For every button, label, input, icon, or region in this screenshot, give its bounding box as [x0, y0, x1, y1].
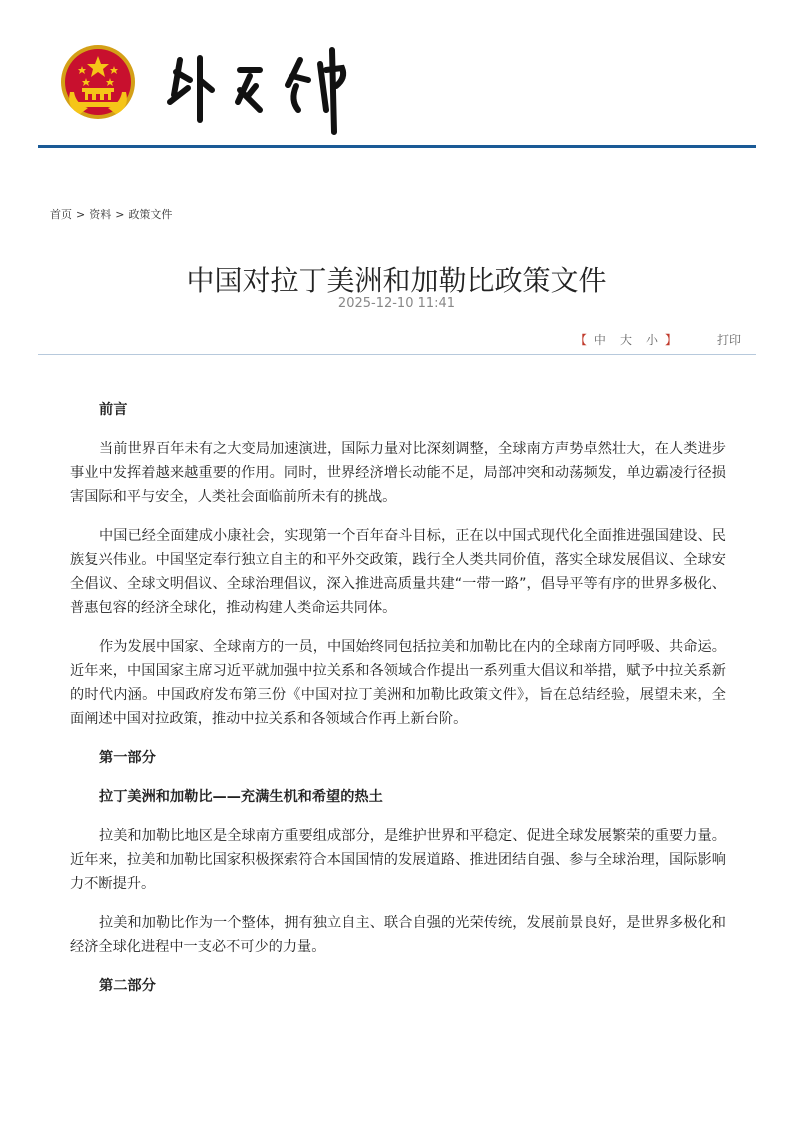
breadcrumb-separator: >	[115, 208, 125, 221]
breadcrumb-separator: >	[76, 208, 86, 221]
article-paragraph: 当前世界百年未有之大变局加速演进，国际力量对比深刻调整，全球南方声势卓然壮大，在人类进步事业中发挥着越来越重要的作用。同时，世界经济增长动能不足，局部冲突和动荡频发，单边霸凌行径损害国际和平与安全，人类社会面临前所未有的挑战。	[70, 441, 726, 505]
font-size-small-button[interactable]: 小	[645, 333, 658, 347]
article-paragraph: 中国已经全面建成小康社会，实现第一个百年奋斗目标，正在以中国式现代化全面推进强国建设、民族复兴伟业。中国坚定奉行独立自主的和平外交政策，践行全人类共同价值，落实全球发展倡议、全球安全倡议、全球文明倡议、全球治理倡议，深入推进高质量共建“一带一路”，倡导平等有序的世界多极化、普惠包容的经济全球化，推动构建人类命运共同体。	[70, 528, 726, 616]
national-emblem-icon[interactable]	[60, 42, 136, 122]
article-paragraph: 拉美和加勒比地区是全球南方重要组成部分，是维护世界和平稳定、促进全球发展繁荣的重要力量。近年来，拉美和加勒比国家积极探索符合本国国情的发展道路、推进团结自强、参与全球治理，国际影响力不断提升。	[70, 828, 726, 892]
header-divider	[38, 145, 756, 148]
page-title: 中国对拉丁美洲和加勒比政策文件	[186, 263, 607, 297]
site-header	[0, 0, 793, 150]
breadcrumb-home[interactable]: 首页	[50, 208, 72, 221]
section-heading: 拉丁美洲和加勒比——充满生机和希望的热土	[99, 789, 383, 805]
font-size-bracket-open: 【	[574, 333, 587, 347]
article-body	[70, 398, 726, 1013]
breadcrumb-policy-documents[interactable]: 政策文件	[128, 208, 173, 221]
article-tools	[575, 331, 741, 348]
publish-date: 2025-12-10 11:41	[337, 296, 456, 311]
section-heading: 第二部分	[99, 978, 156, 994]
breadcrumb	[50, 206, 172, 222]
font-size-medium-button[interactable]: 大	[619, 333, 632, 347]
ministry-calligraphy-logo[interactable]	[160, 40, 360, 140]
breadcrumb-resources[interactable]: 资料	[89, 208, 112, 221]
article-paragraph: 拉美和加勒比作为一个整体，拥有独立自主、联合自强的光荣传统，发展前景良好，是世界多极化和经济全球化进程中一支必不可少的力量。	[70, 915, 726, 955]
print-button[interactable]: 打印	[716, 333, 741, 347]
font-size-large-button[interactable]: 中	[593, 333, 606, 347]
section-heading: 第一部分	[99, 750, 156, 766]
article-paragraph: 作为发展中国家、全球南方的一员，中国始终同包括拉美和加勒比在内的全球南方同呼吸、共命运。近年来，中国国家主席习近平就加强中拉关系和各领域合作提出一系列重大倡议和举措，赋予中拉关系新的时代内涵。中国政府发布第三份《中国对拉丁美洲和加勒比政策文件》，旨在总结经验，展望未来，全面阐述中国对拉政策，推动中拉关系和各领域合作再上新台阶。	[70, 639, 726, 727]
tools-divider	[38, 354, 756, 355]
section-heading: 前言	[99, 402, 128, 418]
font-size-bracket-close: 】	[664, 333, 677, 347]
